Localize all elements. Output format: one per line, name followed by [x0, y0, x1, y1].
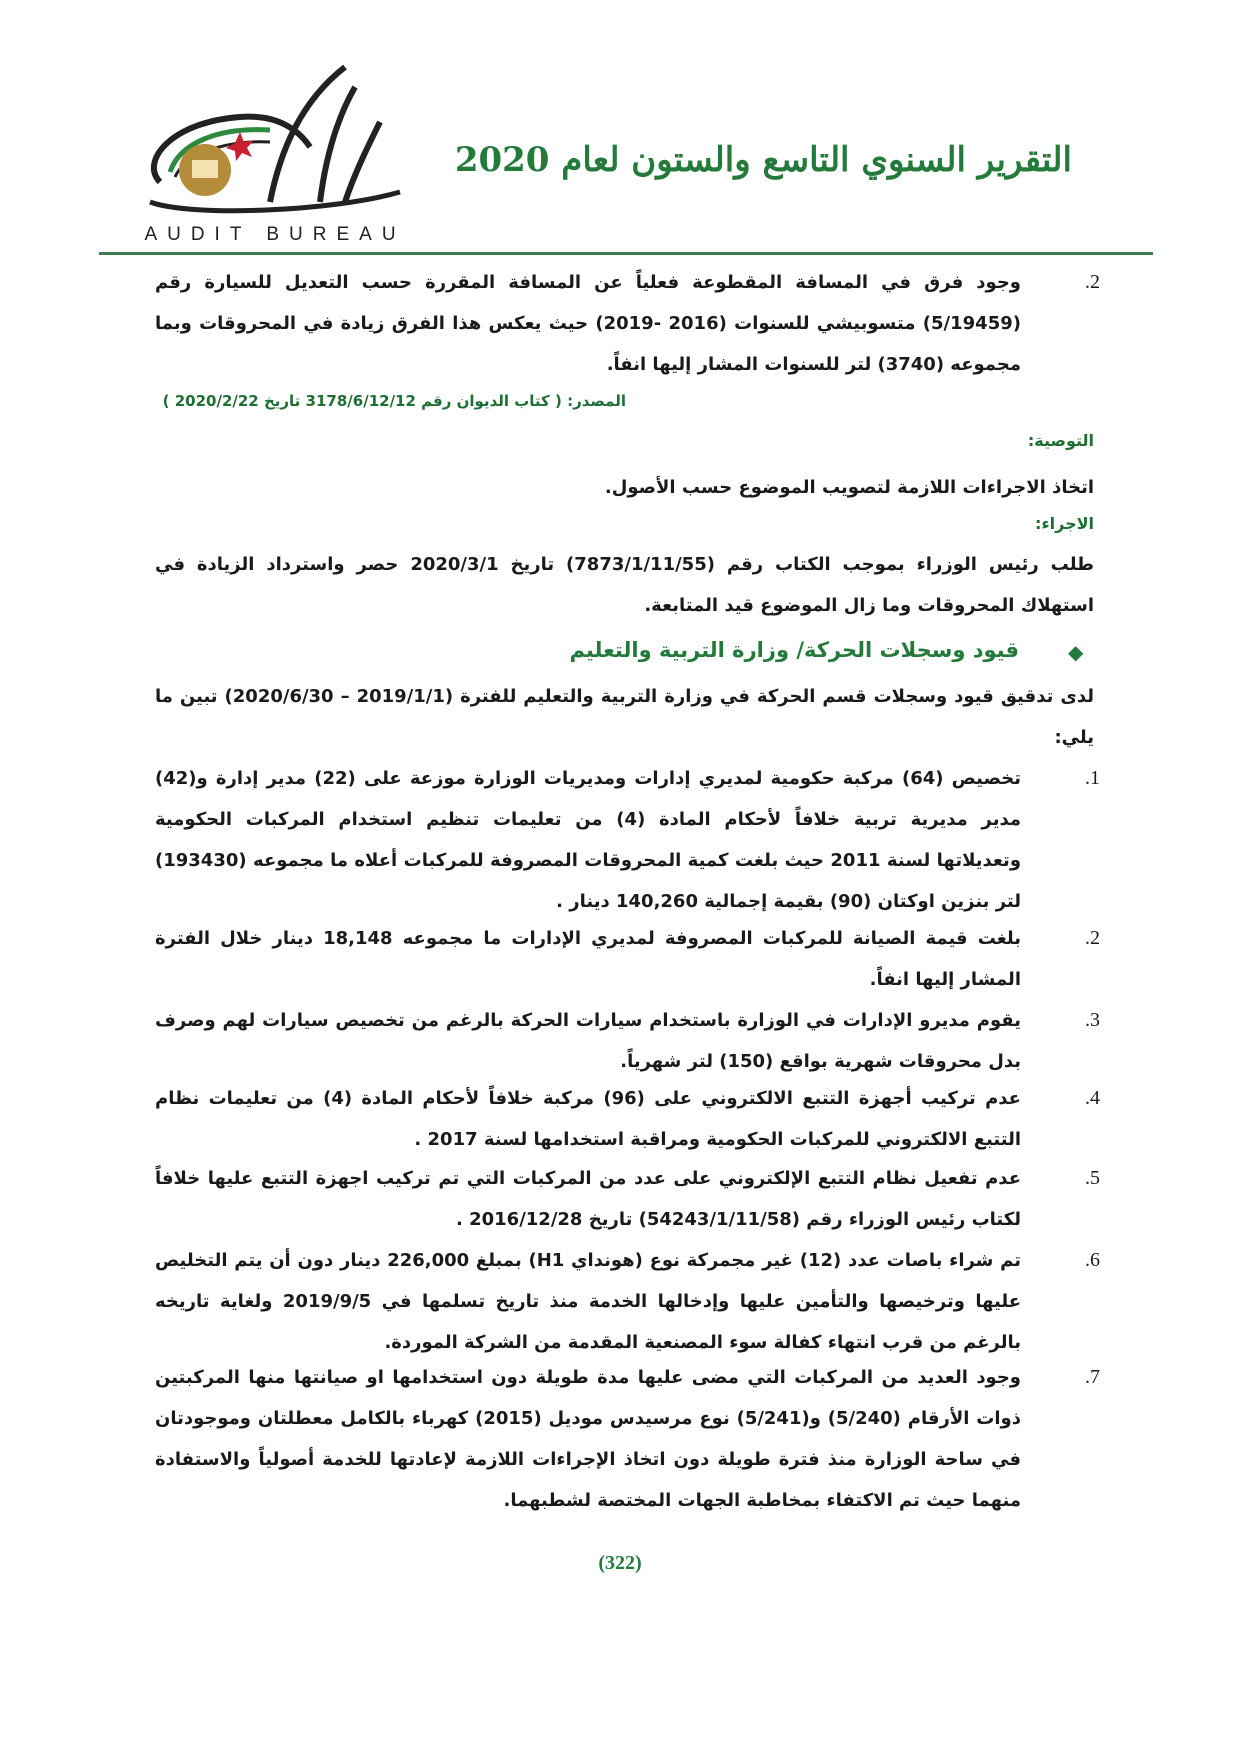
list-number: .2	[1085, 271, 1100, 293]
recommendation-label: التوصية:	[1027, 431, 1094, 450]
list-number: .6	[1085, 1249, 1100, 1271]
section-intro: لدى تدقيق قيود وسجلات قسم الحركة في وزارة التربية والتعليم للفترة (2019/1/1 – 2020/6/30) تبين ما يلي:	[155, 686, 1094, 748]
recommendation-text: اتخاذ الاجراءات اللازمة لتصويب الموضوع حسب الأصول.	[604, 477, 1094, 498]
list-number: .2	[1085, 927, 1100, 949]
list-item-text: عدم تفعيل نظام التتبع الإلكتروني على عدد من المركبات التي تم تركيب اجهزة التتبع عليها خلافاً لكتاب رئيس الوزراء رقم (54243/1/11/58) تاريخ 2016/12/28 .	[155, 1168, 1021, 1230]
list-number: .4	[1085, 1087, 1100, 1109]
logo-calligraphy-icon	[130, 62, 420, 222]
action-label: الاجراء:	[1035, 514, 1094, 533]
list-item-text: تم شراء باصات عدد (12) غير مجمركة نوع (هونداي H1) بمبلغ 226,000 دينار دون أن يتم التخليص عليها وترخيصها والتأمين عليها وإدخالها الخدمة منذ تاريخ تسلمها في 2019/9/5 ولغاية تاريخه بالرغم من قرب انتهاء كفالة سوء المصنعية المقدمة من الشركة الموردة.	[155, 1250, 1021, 1353]
list-item-text: بلغت قيمة الصيانة للمركبات المصروفة لمديري الإدارات ما مجموعه 18,148 دينار خلال الفترة المشار إليها انفاً.	[155, 928, 1022, 990]
list-item-text: يقوم مديرو الإدارات في الوزارة باستخدام سيارات الحركة بالرغم من تخصيص سيارات لهم وصرف بدل محروقات شهرية بواقع (150) لتر شهرياً.	[155, 1010, 1021, 1072]
page-number: (322)	[598, 1552, 642, 1574]
list-number: .7	[1085, 1366, 1100, 1388]
source-reference: المصدر: ( كتاب الديوان رقم 3178/6/12/12 تاريخ 2020/2/22 )	[162, 392, 626, 410]
bullet-icon: ◆	[1068, 640, 1084, 664]
list-item-text: عدم تركيب أجهزة التتبع الالكتروني على (96) مركبة خلافاً لأحكام المادة (4) من تعليمات نظام التتبع الالكتروني للمركبات الحكومية ومراقبة استخدامها لسنة 2017 .	[155, 1088, 1021, 1150]
list-item-text: وجود العديد من المركبات التي مضى عليها مدة طويلة دون استخدامها او صيانتها منها المركبتين ذوات الأرقام (5/240) و(5/241) نوع مرسيدس موديل (2015) كهرباء بالكامل معطلتان وموجودتان في ساحة الوزارة منذ فترة طويلة دون اتخاذ الإجراءات اللازمة لإعادتها للخدمة أصولياً والاستفادة منهما حيث تم الاكتفاء بمخاطبة الجهات المختصة لشطبهما.	[155, 1367, 1021, 1511]
report-title: التقرير السنوي التاسع والستون لعام 2020	[454, 140, 1072, 180]
list-number: .3	[1085, 1009, 1100, 1031]
list-number: .5	[1085, 1167, 1100, 1189]
logo-english-text: AUDIT BUREAU	[144, 224, 406, 245]
list-item-text: تخصيص (64) مركبة حكومية لمديري إدارات ومديريات الوزارة موزعة على (22) مدير إدارة و(42) مدير مديرية تربية خلافاً لأحكام المادة (4) من تعليمات تنظيم استخدام المركبات الحكومية وتعديلاتها لسنة 2011 حيث بلغت كمية المحروقات المصروفة للمركبات أعلاه ما مجموعه (193430) لتر بنزين اوكتان (90) بقيمة إجمالية 140,260 دينار .	[155, 768, 1022, 912]
list-item-text: وجود فرق في المسافة المقطوعة فعلياً عن المسافة المقررة حسب التعديل للسيارة رقم (5/19459) متسوبيشي للسنوات (2016 -2019) حيث يعكس هذا الفرق زيادة في المحروقات وبما مجموعه (3740) لتر للسنوات المشار إليها انفاً.	[155, 272, 1021, 375]
action-text: طلب رئيس الوزراء بموجب الكتاب رقم (7873/1/11/55) تاريخ 2020/3/1 حصر واسترداد الزيادة في استهلاك المحروقات وما زال الموضوع قيد المتابعة.	[155, 554, 1095, 616]
section-heading: قيود وسجلات الحركة/ وزارة التربية والتعليم	[569, 638, 1019, 662]
audit-bureau-logo	[130, 62, 420, 252]
list-number: .1	[1085, 767, 1100, 789]
header-divider	[99, 252, 1153, 255]
